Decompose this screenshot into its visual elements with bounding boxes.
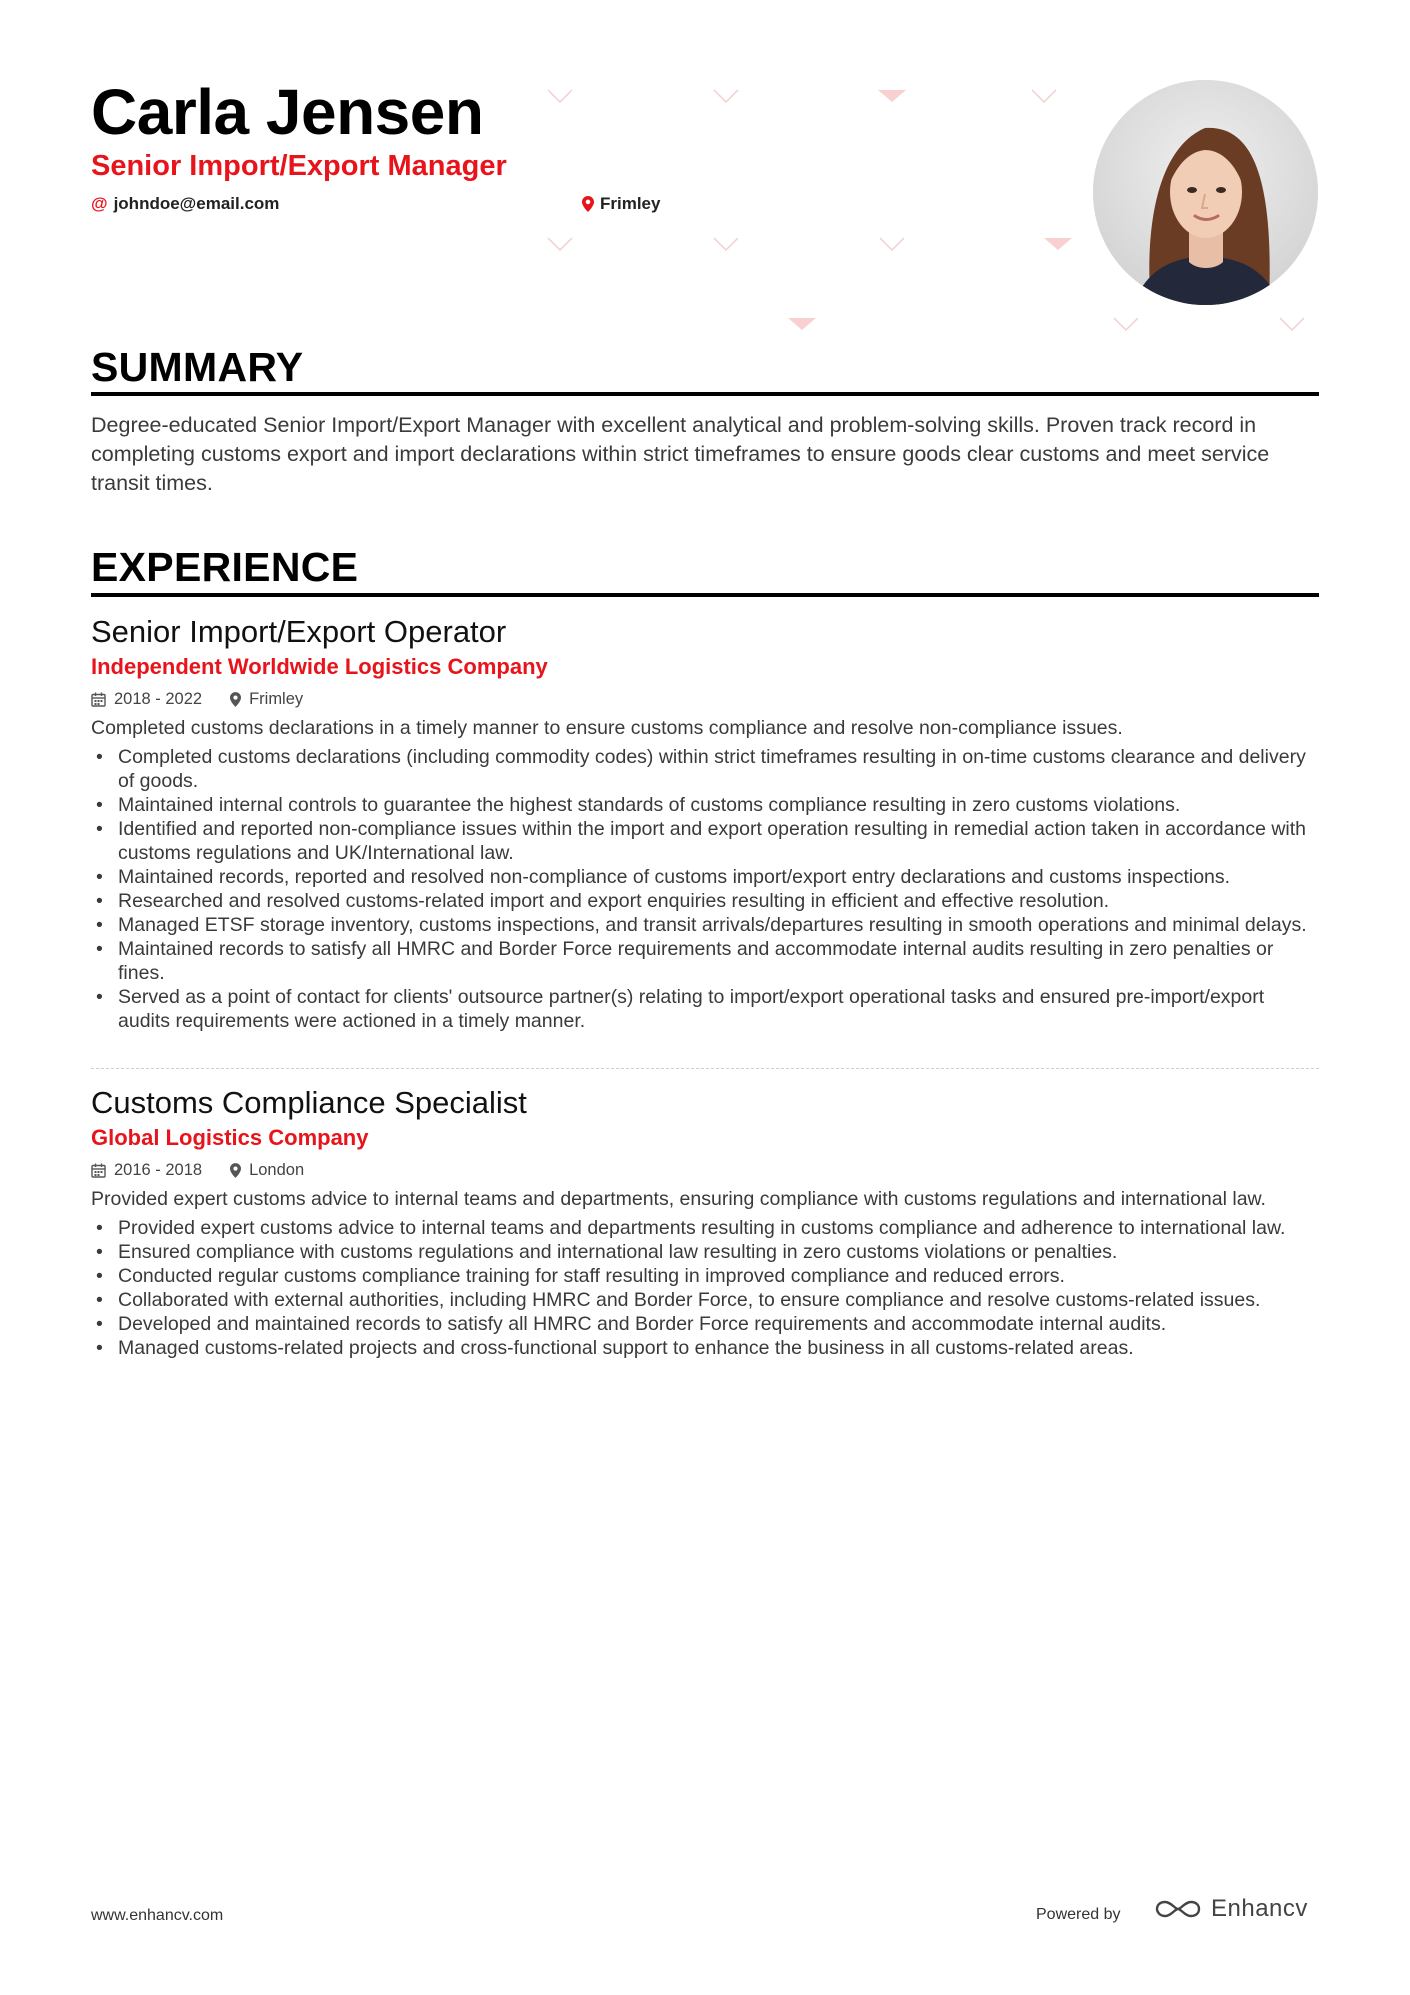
job-bullet: • Managed ETSF storage inventory, customs inspections, and transit arrivals/departures resulting in smooth operations and minimal delays. (91, 913, 1321, 937)
powered-by-label: Powered by (1036, 1906, 1121, 1923)
enhancv-logo-icon (1155, 1896, 1201, 1922)
job-meta (91, 686, 1321, 712)
job-bullet-list (91, 1216, 1321, 1360)
job-location: Frimley (249, 689, 304, 708)
job-description: Completed customs declarations in a timely manner to ensure customs compliance and resolve non-compliance issues. (91, 717, 1123, 739)
portrait-illustration (1093, 80, 1318, 305)
map-pin-icon (582, 196, 594, 212)
job-bullet: • Maintained records to satisfy all HMRC and Border Force requirements and accommodate internal audits resulting in zero penalties or fines. (91, 937, 1321, 985)
email-text: johndoe@email.com (113, 194, 280, 213)
job-bullet: • Managed customs-related projects and cross-functional support to enhance the business in all customs-related areas. (91, 1336, 1321, 1360)
job-dates: 2016 - 2018 (114, 1160, 203, 1179)
experience-rule (91, 593, 1319, 597)
summary-text: Degree-educated Senior Import/Export Manager with excellent analytical and problem-solving skills. Proven track record in completing customs export and import declarations within strict timeframes to ensure goods clear customs and meet service transit times. (91, 413, 1270, 495)
job-meta (91, 1157, 1321, 1183)
calendar-icon (91, 692, 106, 707)
job-title: Customs Compliance Specialist (91, 1085, 527, 1120)
at-icon: @ (91, 194, 108, 213)
job-title: Senior Import/Export Operator (91, 614, 507, 649)
job-bullet: • Conducted regular customs compliance training for staff resulting in improved compliance and reduced errors. (91, 1264, 1321, 1288)
entry-divider (91, 1068, 1319, 1069)
job-bullet: • Researched and resolved customs-related import and export enquiries resulting in efficient and effective resolution. (91, 889, 1321, 913)
job-bullet: • Maintained internal controls to guarantee the highest standards of customs compliance resulting in zero customs violations. (91, 793, 1321, 817)
summary-heading: SUMMARY (91, 344, 304, 390)
calendar-icon (91, 1163, 106, 1178)
candidate-name: Carla Jensen (91, 76, 484, 148)
map-pin-icon (230, 692, 241, 707)
job-description: Provided expert customs advice to internal teams and departments, ensuring compliance with customs regulations and international law. (91, 1188, 1266, 1210)
experience-entry (91, 612, 1321, 1033)
job-bullet: • Developed and maintained records to satisfy all HMRC and Border Force requirements and accommodate internal audits. (91, 1312, 1321, 1336)
map-pin-icon (230, 1163, 241, 1178)
candidate-headline: Senior Import/Export Manager (91, 150, 507, 182)
profile-photo (1093, 80, 1318, 305)
experience-heading: EXPERIENCE (91, 544, 359, 590)
contact-email (91, 193, 279, 215)
job-bullet: • Served as a point of contact for clients' outsource partner(s) relating to import/export operational tasks and ensured pre-import/export audits requirements were actioned in a timely manner. (91, 985, 1321, 1033)
job-bullet: • Provided expert customs advice to internal teams and departments resulting in customs compliance and adherence to international law. (91, 1216, 1321, 1240)
job-bullet: • Identified and reported non-compliance issues within the import and export operation resulting in remedial action taken in accordance with customs regulations and UK/International law. (91, 817, 1321, 865)
job-bullet: • Completed customs declarations (including commodity codes) within strict timeframes resulting in on-time customs clearance and delivery of goods. (91, 745, 1321, 793)
job-bullet: • Maintained records, reported and resolved non-compliance of customs import/export entry declarations and customs inspections. (91, 865, 1321, 889)
location-text: Frimley (600, 194, 661, 213)
job-location: London (249, 1160, 305, 1179)
brand-name: Enhancv (1211, 1895, 1308, 1922)
enhancv-brand[interactable] (1155, 1895, 1308, 1923)
job-bullet: • Collaborated with external authorities, including HMRC and Border Force, to ensure compliance and resolve customs-related issues. (91, 1288, 1321, 1312)
contact-location (582, 193, 660, 215)
job-bullet-list (91, 745, 1321, 1033)
experience-entry (91, 1083, 1321, 1360)
company-name: Independent Worldwide Logistics Company (91, 654, 548, 679)
summary-rule (91, 392, 1319, 396)
company-name: Global Logistics Company (91, 1125, 369, 1150)
job-dates: 2018 - 2022 (114, 689, 203, 708)
footer-website-link[interactable]: www.enhancv.com (91, 1907, 224, 1924)
job-bullet: • Ensured compliance with customs regulations and international law resulting in zero customs violations or penalties. (91, 1240, 1321, 1264)
